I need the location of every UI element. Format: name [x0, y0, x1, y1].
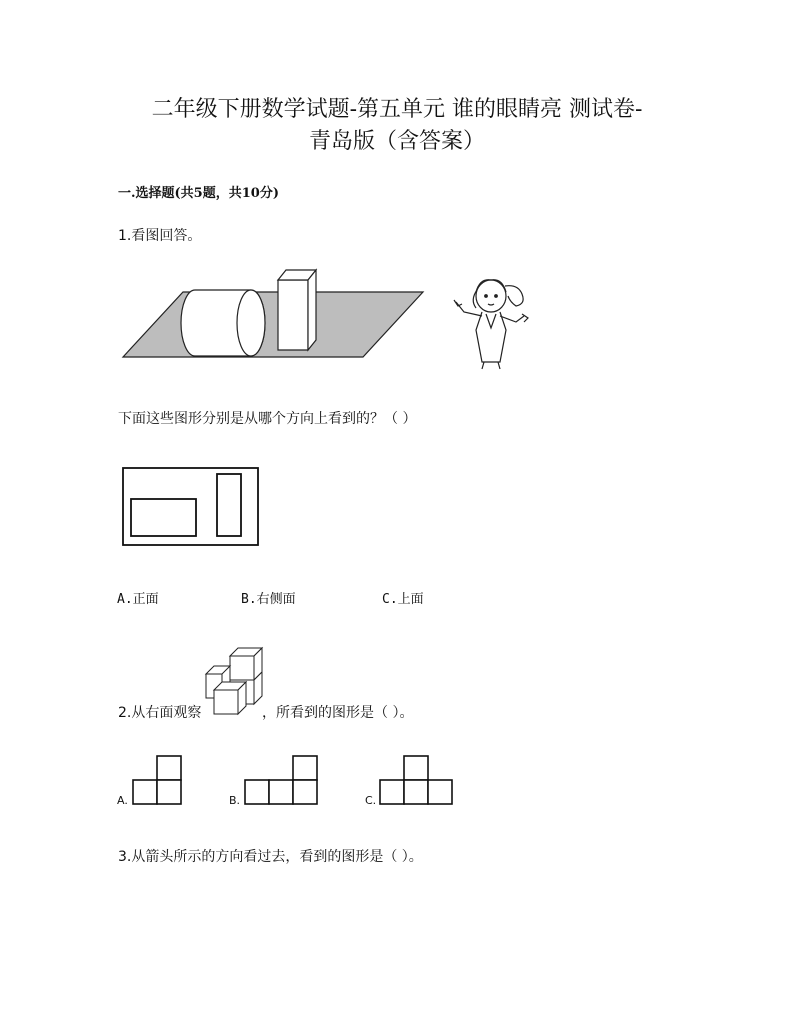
q1-stem: 1.看图回答。	[118, 228, 202, 244]
page-title-line1: 二年级下册数学试题-第五单元 谁的眼睛亮 测试卷-	[151, 97, 643, 122]
q2-option-b-figure[interactable]	[245, 755, 320, 805]
q3-stem: 3.从箭头所示的方向看过去，看到的图形是（ ）。	[118, 849, 423, 865]
q2-option-c-label[interactable]: C.	[365, 794, 377, 807]
q2-stem-after: ，所看到的图形是（ ）。	[262, 705, 414, 721]
q1-view-diagram	[122, 467, 260, 547]
q2-option-b-label[interactable]: B.	[229, 794, 241, 807]
q2-option-a-label[interactable]: A.	[117, 794, 128, 807]
q2-cube-stack-figure	[204, 640, 266, 718]
q2-stem-before: 2.从右面观察	[118, 705, 202, 721]
q1-solids-figure	[118, 266, 428, 366]
q1-question: 下面这些图形分别是从哪个方向上看到的？（ ）	[118, 411, 417, 427]
q2-option-c-figure[interactable]	[380, 755, 455, 805]
q1-option-a[interactable]: A.正面	[117, 592, 159, 607]
q2-option-a-figure[interactable]	[133, 755, 183, 805]
section-heading: 一.选择题(共5题，共10分)	[118, 186, 279, 201]
girl-observer-illustration	[446, 272, 536, 370]
q1-option-c[interactable]: C.上面	[382, 592, 424, 607]
page-title-line2: 青岛版（含答案）	[308, 129, 485, 154]
q1-option-b[interactable]: B.右侧面	[241, 592, 296, 607]
